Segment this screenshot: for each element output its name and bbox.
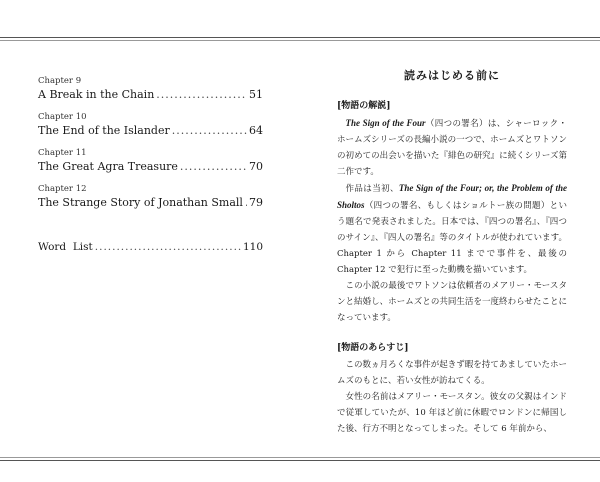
paragraph: 女性の名前はメアリー・モースタン。彼女の父親はインドで従軍していたが、10 年ほど前に休暇でロンドンに帰国した後、行方不明となってしまった。そして 6 年前から、 <box>337 392 567 434</box>
toc-chapter-label: Chapter 10 <box>38 112 87 122</box>
paragraph-text: 作品は当初、 <box>345 184 399 194</box>
toc-chapter-label: Chapter 12 <box>38 184 87 194</box>
toc-chapter-title: The End of the Islander <box>38 124 170 137</box>
toc-dot-leader <box>95 240 241 255</box>
toc-dot-leader <box>245 195 247 210</box>
toc-chapter-title: A Break in the Chain <box>38 88 155 101</box>
paragraph: この小説の最後でワトソンは依頼者のメアリー・モースタンと結婚し、ホームズとの共同生活を一度終わらせたことになっています。 <box>337 281 567 323</box>
toc-entry-chapter-11[interactable] <box>38 148 263 174</box>
paragraph-text: （四つの署名、もしくはショルトー族の問題）という題名で発表されました。日本では、『四つの署名』、『四つのサイン』、『四人の署名』等のタイトルが使われています。Chapter 1 から Chapter 11 までで事件を、最後の Chapter 12 で犯行に至った動機を描いています。 <box>337 201 567 275</box>
preface-title: 読みはじめる前に <box>404 69 500 82</box>
toc-page-number: 79 <box>249 196 263 209</box>
toc-chapter-title: The Strange Story of Jonathan Small <box>38 196 243 209</box>
bottom-border-line-inner <box>0 457 600 458</box>
toc-dot-leader <box>172 123 247 138</box>
toc-entry-word-list[interactable] <box>38 240 263 255</box>
section-heading-synopsis: [物語のあらすじ] <box>337 343 409 353</box>
toc-page-number: 70 <box>249 160 263 173</box>
bottom-border-line <box>0 460 600 461</box>
paragraph-text: （四つの署名）は、シャーロック・ホームズシリーズの長編小説の一つで、ホームズとワトソンの初めての出会いを描いた『緋色の研究』に続くシリーズ第二作です。 <box>337 119 567 177</box>
word-list-title: Word List <box>38 241 93 253</box>
paragraph <box>337 180 567 278</box>
toc-dot-leader <box>180 159 247 174</box>
toc-chapter-label: Chapter 11 <box>38 148 87 158</box>
toc-page-number: 64 <box>249 124 263 137</box>
toc-page-number: 51 <box>249 88 263 101</box>
top-border-line <box>0 37 600 38</box>
toc-dot-leader <box>156 87 247 102</box>
toc-entry-chapter-10[interactable] <box>38 112 263 138</box>
toc-chapter-title: The Great Agra Treasure <box>38 160 178 173</box>
toc-entry-chapter-9[interactable] <box>38 76 263 102</box>
italic-book-title: The Sign of the Four; or, the Problem of the Sholtos <box>337 183 567 210</box>
toc-page-number: 110 <box>242 241 263 253</box>
preface-page <box>337 68 567 437</box>
section-heading-commentary: [物語の解説] <box>337 101 391 111</box>
top-border-line-inner <box>0 40 600 41</box>
paragraph: この数ヵ月ろくな事件が起きず暇を持てあましていたホームズのもとに、若い女性が訪ねてくる。 <box>337 360 567 386</box>
paragraph <box>337 115 567 180</box>
toc-chapter-label: Chapter 9 <box>38 76 82 86</box>
table-of-contents <box>38 76 263 220</box>
toc-entry-chapter-12[interactable] <box>38 184 263 210</box>
italic-book-title: The Sign of the Four <box>345 118 426 128</box>
